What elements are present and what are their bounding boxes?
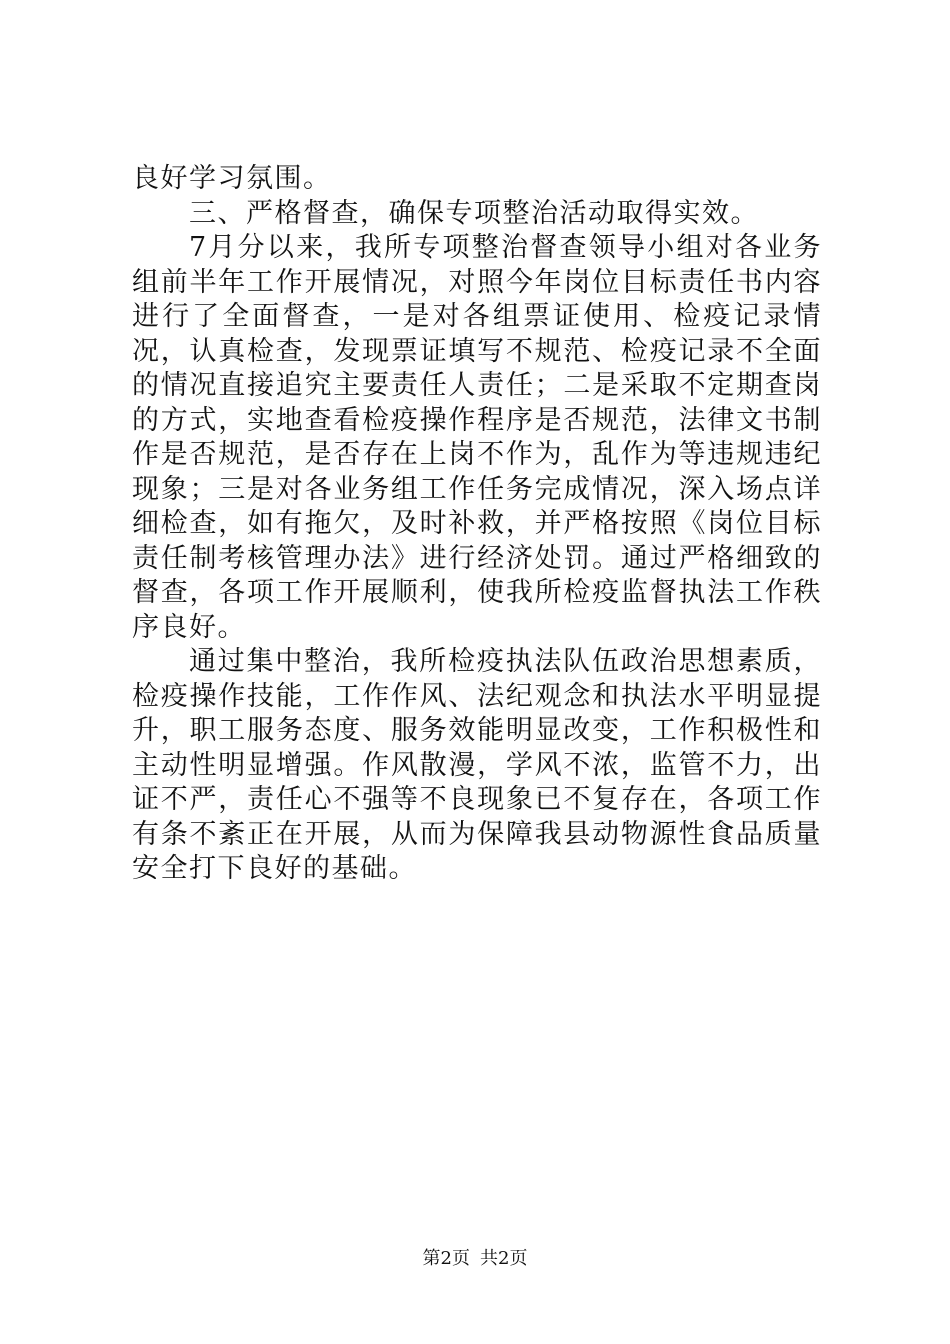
page-number: 第2页 [422, 1248, 470, 1269]
paragraph-closing-line: 良好学习氛围。 [132, 163, 332, 194]
page-total: 共2页 [480, 1248, 528, 1269]
section-heading: 三、严格督查，确保专项整治活动取得实效。 [189, 197, 759, 229]
page-footer [0, 1244, 950, 1270]
paragraph-inspection: 7月分以来，我所专项整治督查领导小组对各业务组前半年工作开展情况，对照今年岗位目标责任书内容进行了全面督查，一是对各组票证使用、检疫记录情况，认真检查，发现票证填写不规范、检疫记录不全面的情况直接追究主要责任人责任；二是采取不定期查岗的方式，实地查看检疫操作程序是否规范，法律文书制作是否规范，是否存在上岗不作为，乱作为等违规违纪现象；三是对各业务组工作任务完成情况，深入场点详细检查，如有拖欠，及时补救，并严格按照《岗位目标责任制考核管理办法》进行经济处罚。通过严格细致的督查，各项工作开展顺利，使我所检疫监督执法工作秩序良好。 [132, 232, 822, 643]
paragraph-conclusion: 通过集中整治，我所检疫执法队伍政治思想素质，检疫操作技能，工作作风、法纪观念和执法水平明显提升，职工服务态度、服务效能明显改变，工作积极性和主动性明显增强。作风散漫，学风不浓，监管不力，出证不严，责任心不强等不良现象已不复存在，各项工作有条不紊正在开展，从而为保障我县动物源性食品质量安全打下良好的基础。 [132, 646, 822, 884]
document-body [132, 162, 822, 887]
